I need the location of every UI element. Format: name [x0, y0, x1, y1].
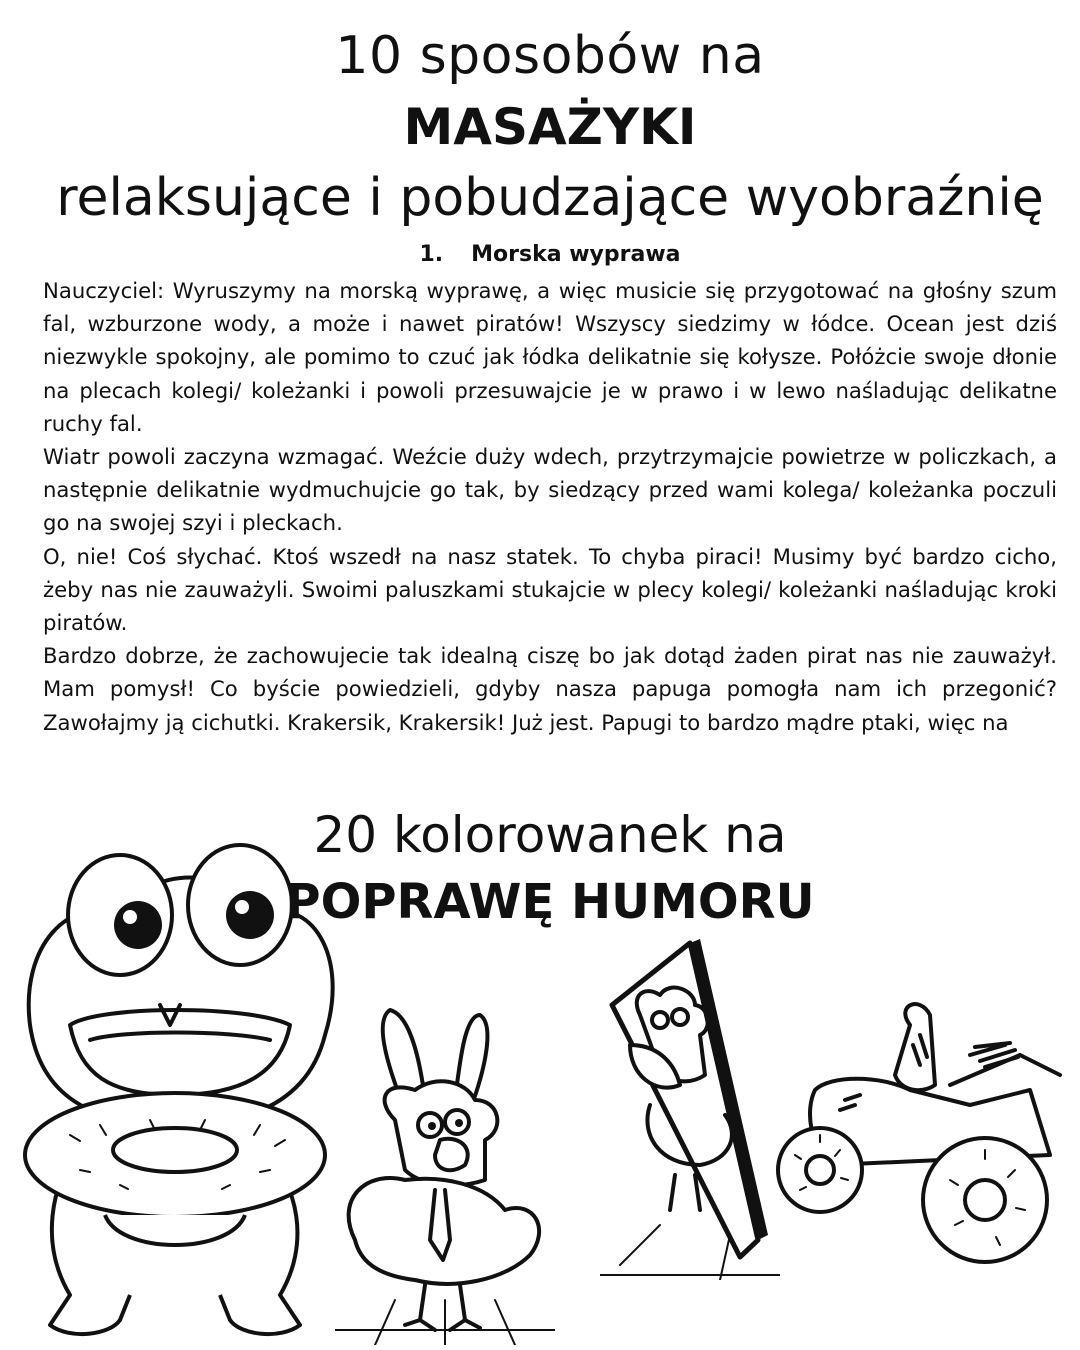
paragraph: O, nie! Coś słychać. Ktoś wszedł na nasz statek. To chyba piraci! Musimy być bardzo cicho, żeby nas nie zauważyli. Swoimi paluszkami stukajcie w plecy kolegi/ koleżanki naśladując kroki piratów.	[43, 543, 1057, 636]
promo-line-2: POPRAWĘ HUMORU	[285, 874, 815, 930]
tractor-donuts-icon	[770, 995, 1070, 1285]
title-line-2: MASAŻYKI	[403, 98, 697, 156]
section-heading	[0, 242, 1080, 267]
paragraph: Wiatr powoli zaczyna wzmagać. Weźcie duży wdech, przytrzymajcie powietrze w policzkach, a następnie delikatnie wydmuchujcie go tak, by siedzący przed wami kolega/ koleżanka poczuli go na swojej szyi i pleckach.	[43, 444, 1057, 536]
section-number: 1.	[419, 242, 444, 267]
paragraph: Nauczyciel: Wyruszymy na morską wyprawę, a więc musicie się przygotować na głośny szum fal, wzburzone wody, a może i nawet piratów! Wszyscy siedzimy w łódce. Ocean jest dziś niezwykle spokojny, ale pomimo to czuć jak łódka delikatnie się kołysze. Połóżcie swoje dłonie na plecach kolegi/ koleżanki i powoli przesuwajcie je w prawo i w lewo naśladując delikatne ruchy fal.	[43, 278, 1057, 436]
section-body	[43, 274, 1057, 739]
title-line-3: relaksujące i pobudzające wyobraźnię	[56, 168, 1044, 228]
section-title: Morska wyprawa	[471, 242, 681, 267]
title-line-1: 10 sposobów na	[335, 26, 765, 86]
promo-line-1: 20 kolorowanek na	[313, 806, 787, 864]
rooster-mirror-icon	[600, 935, 780, 1280]
rooster-bunny-ears-icon	[335, 1000, 555, 1345]
paragraph: Bardzo dobrze, że zachowujecie tak idealną ciszę bo jak dotąd żaden pirat nas nie zauważył. Mam pomysł! Co byście powiedzieli, gdyby nasza papuga pomogła nam ich przegonić? Zawołajmy ją cichutki. Krakersik, Krakersik! Już jest. Papugi to bardzo mądre ptaki, więc na	[43, 643, 1057, 735]
